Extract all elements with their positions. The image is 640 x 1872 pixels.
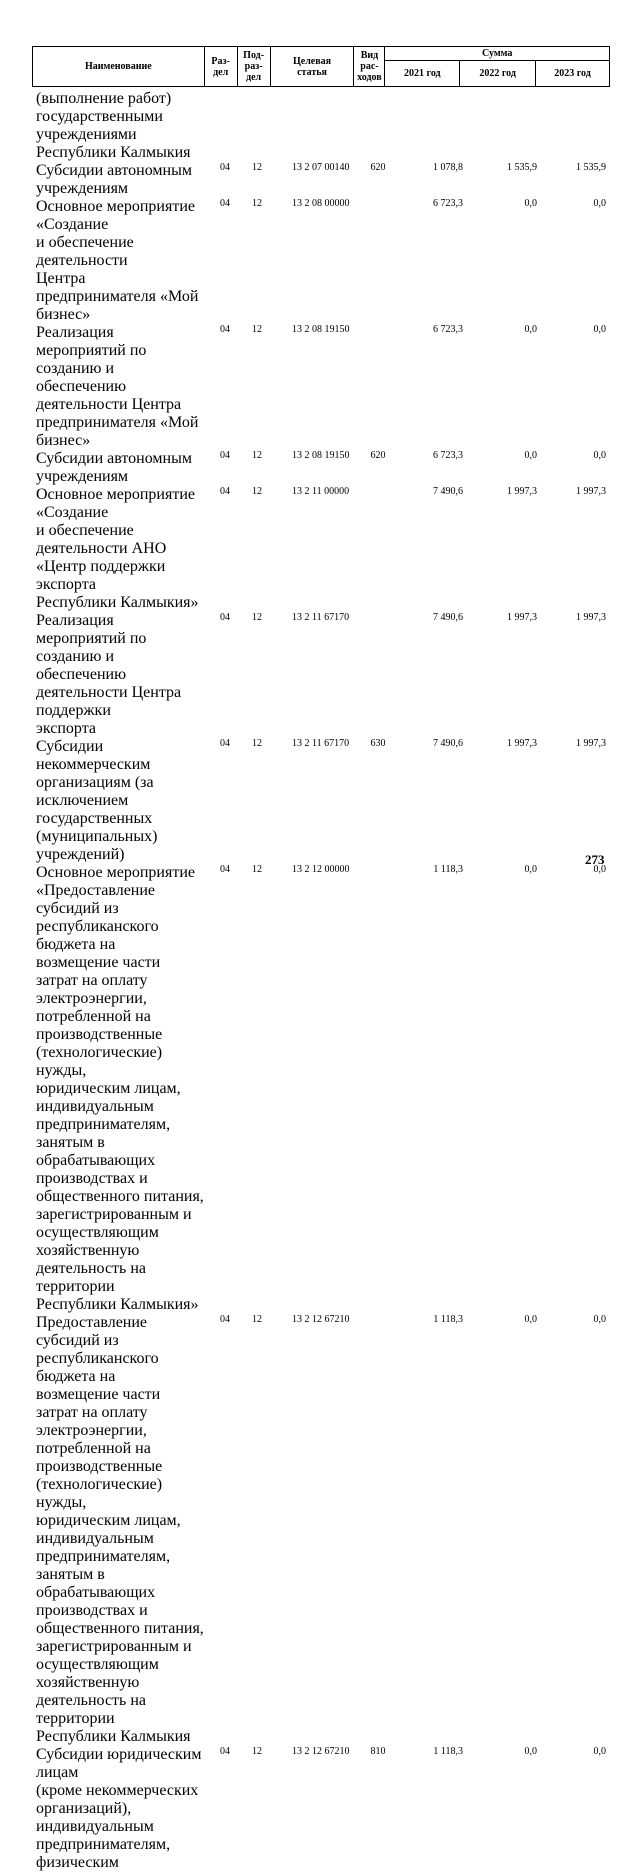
row-name-line: электроэнергии, потребленной на	[36, 1422, 151, 1457]
cell-y2022: 1 997,3	[507, 738, 537, 749]
row-name-line: Реализация мероприятий по	[36, 612, 147, 647]
row-name-line: (технологические) нужды,	[36, 1044, 163, 1079]
row-name-line: «Предоставление субсидий из	[36, 882, 156, 917]
row-name-line: «Центр поддержки экспорта	[36, 558, 166, 593]
cell-y2021: 7 490,6	[433, 612, 463, 623]
row-name-line: зарегистрированным и	[36, 1638, 192, 1655]
row-name-line: Субсидии некоммерческим	[36, 738, 151, 773]
row-name-line: учреждениям	[36, 468, 129, 485]
header-razdel: Раз- дел	[204, 47, 237, 87]
row-name-line: (выполнение работ)	[36, 90, 172, 107]
cell-podrazdel: 12	[252, 738, 262, 749]
row-name-line: республиканского бюджета на	[36, 918, 159, 953]
row-name-line: Республики Калмыкия	[36, 1728, 191, 1745]
cell-razdel: 04	[220, 486, 230, 497]
cell-y2021: 1 118,3	[433, 1314, 463, 1325]
cell-y2021: 1 078,8	[433, 162, 463, 173]
row-name-line: деятельности Центра	[36, 396, 182, 413]
header-year-2021: 2021 год	[385, 61, 460, 87]
row-name-line: учреждениям	[36, 180, 129, 197]
table-row	[32, 162, 610, 198]
cell-podrazdel: 12	[252, 612, 262, 623]
row-name-line: Основное мероприятие	[36, 864, 195, 881]
row-name-line: общественного питания,	[36, 1620, 204, 1637]
header-sum: Сумма	[385, 47, 610, 61]
table-row	[32, 90, 610, 162]
cell-y2021: 6 723,3	[433, 324, 463, 335]
cell-y2022: 1 535,9	[507, 162, 537, 173]
cell-podrazdel: 12	[252, 162, 262, 173]
cell-cs: 13 2 08 19150	[292, 450, 350, 461]
row-name-line: индивидуальным	[36, 1098, 154, 1115]
cell-y2023: 1 997,3	[576, 486, 606, 497]
row-name-line: экспорта	[36, 720, 96, 737]
cell-y2021: 1 118,3	[433, 1746, 463, 1757]
row-name-line: созданию и обеспечению	[36, 360, 127, 395]
cell-podrazdel: 12	[252, 486, 262, 497]
row-name-line: и обеспечение деятельности АНО	[36, 522, 167, 557]
cell-podrazdel: 12	[252, 864, 262, 875]
table-header	[32, 46, 610, 87]
table-row	[32, 450, 610, 486]
cell-cs: 13 2 11 00000	[292, 486, 350, 497]
cell-y2022: 0,0	[524, 1746, 537, 1757]
cell-y2022: 0,0	[524, 864, 537, 875]
row-name-line: юридическим лицам,	[36, 1080, 181, 1097]
cell-y2023: 0,0	[593, 1746, 606, 1757]
cell-y2021: 6 723,3	[433, 450, 463, 461]
row-name-line: деятельности Центра поддержки	[36, 684, 182, 719]
cell-y2023: 0,0	[593, 864, 606, 875]
row-name-line: предпринимателя «Мой бизнес»	[36, 414, 199, 449]
row-name-line: осуществляющим хозяйственную	[36, 1656, 159, 1691]
header-year-2022: 2022 год	[460, 61, 536, 87]
cell-y2021: 1 118,3	[433, 864, 463, 875]
row-name	[36, 90, 204, 162]
table-body	[32, 90, 610, 1872]
table-row	[32, 198, 610, 324]
header-year-2023: 2023 год	[536, 61, 610, 87]
row-name-line: Субсидии автономным	[36, 450, 192, 467]
cell-y2021: 6 723,3	[433, 198, 463, 209]
cell-cs: 13 2 12 00000	[292, 864, 350, 875]
row-name-line: Республики Калмыкия»	[36, 594, 199, 611]
row-name-line: зарегистрированным и	[36, 1206, 192, 1223]
cell-cs: 13 2 08 19150	[292, 324, 350, 335]
table-row	[32, 324, 610, 450]
cell-cs: 13 2 11 67170	[292, 612, 350, 623]
cell-cs: 13 2 08 00000	[292, 198, 350, 209]
table-row	[32, 486, 610, 612]
cell-podrazdel: 12	[252, 324, 262, 335]
cell-razdel: 04	[220, 612, 230, 623]
row-name-line: Центра предпринимателя «Мой	[36, 270, 199, 305]
row-name-line: возмещение части затрат на оплату	[36, 1386, 161, 1421]
row-name-line: организаций), индивидуальным	[36, 1800, 154, 1835]
table-row	[32, 1314, 610, 1746]
table-row	[32, 1746, 610, 1872]
row-name-line: обрабатывающих производствах и	[36, 1584, 156, 1619]
row-name-line: Основное мероприятие «Создание	[36, 198, 195, 233]
row-name	[36, 324, 204, 450]
cell-vid: 620	[370, 450, 386, 461]
row-name	[36, 1746, 204, 1872]
row-name	[36, 738, 204, 864]
row-name	[36, 198, 204, 324]
table-row	[32, 864, 610, 1314]
cell-cs: 13 2 11 67170	[292, 738, 350, 749]
cell-y2022: 0,0	[524, 198, 537, 209]
cell-razdel: 04	[220, 162, 230, 173]
row-name-line: (кроме некоммерческих	[36, 1782, 199, 1799]
cell-y2023: 1 535,9	[576, 162, 606, 173]
row-name-line: предпринимателям, занятым в	[36, 1548, 171, 1583]
row-name-line: деятельность на территории	[36, 1692, 146, 1727]
cell-y2023: 1 997,3	[576, 738, 606, 749]
row-name-line: возмещение части затрат на оплату	[36, 954, 161, 989]
cell-y2022: 0,0	[524, 1314, 537, 1325]
row-name-line: предпринимателям, физическим	[36, 1836, 171, 1871]
cell-y2023: 0,0	[593, 1314, 606, 1325]
row-name-line: Республики Калмыкия	[36, 144, 191, 161]
row-name-line: и обеспечение деятельности	[36, 234, 134, 269]
row-name-line: осуществляющим хозяйственную	[36, 1224, 159, 1259]
cell-cs: 13 2 07 00140	[292, 162, 350, 173]
row-name-line: Реализация мероприятий по	[36, 324, 147, 359]
cell-vid: 810	[370, 1746, 386, 1757]
row-name-line: индивидуальным	[36, 1530, 154, 1547]
header-podrazdel: Под- раз- дел	[237, 47, 270, 87]
row-name-line: созданию и обеспечению	[36, 648, 127, 683]
cell-cs: 13 2 12 67210	[292, 1314, 350, 1325]
row-name-line: общественного питания,	[36, 1188, 204, 1205]
row-name	[36, 162, 204, 198]
cell-y2022: 1 997,3	[507, 612, 537, 623]
cell-y2023: 1 997,3	[576, 612, 606, 623]
page-number: 273	[585, 852, 605, 867]
row-name-line: деятельность на территории	[36, 1260, 146, 1295]
header-name: Наименование	[33, 47, 205, 87]
cell-y2023: 0,0	[593, 324, 606, 335]
cell-podrazdel: 12	[252, 1314, 262, 1325]
cell-razdel: 04	[220, 1314, 230, 1325]
cell-podrazdel: 12	[252, 1746, 262, 1757]
row-name-line: Республики Калмыкия»	[36, 1296, 199, 1313]
row-name-line: производственные	[36, 1026, 163, 1043]
row-name-line: учреждений)	[36, 846, 125, 863]
row-name-line: Субсидии автономным	[36, 162, 192, 179]
cell-razdel: 04	[220, 450, 230, 461]
cell-y2023: 0,0	[593, 198, 606, 209]
row-name	[36, 486, 204, 612]
row-name-line: (технологические) нужды,	[36, 1476, 163, 1511]
cell-podrazdel: 12	[252, 450, 262, 461]
row-name-line: Субсидии юридическим лицам	[36, 1746, 202, 1781]
row-name-line: бизнес»	[36, 306, 91, 323]
row-name-line: республиканского бюджета на	[36, 1350, 159, 1385]
row-name-line: организациям (за исключением	[36, 774, 154, 809]
table-row	[32, 738, 610, 864]
row-name-line: обрабатывающих производствах и	[36, 1152, 156, 1187]
cell-y2023: 0,0	[593, 450, 606, 461]
cell-vid: 630	[370, 738, 386, 749]
row-name	[36, 612, 204, 738]
cell-cs: 13 2 12 67210	[292, 1746, 350, 1757]
cell-podrazdel: 12	[252, 198, 262, 209]
cell-y2021: 7 490,6	[433, 738, 463, 749]
cell-razdel: 04	[220, 738, 230, 749]
cell-razdel: 04	[220, 1746, 230, 1757]
row-name	[36, 450, 204, 486]
row-name-line: производственные	[36, 1458, 163, 1475]
row-name-line: государственных (муниципальных)	[36, 810, 158, 845]
cell-y2022: 1 997,3	[507, 486, 537, 497]
row-name-line: электроэнергии, потребленной на	[36, 990, 151, 1025]
cell-razdel: 04	[220, 198, 230, 209]
row-name-line: государственными учреждениями	[36, 108, 163, 143]
header-expense-type: Вид рас- ходов	[354, 47, 385, 87]
row-name-line: Основное мероприятие «Создание	[36, 486, 195, 521]
table-row	[32, 612, 610, 738]
cell-y2021: 7 490,6	[433, 486, 463, 497]
header-target-article: Целевая статья	[270, 47, 354, 87]
cell-razdel: 04	[220, 864, 230, 875]
row-name	[36, 1314, 204, 1746]
cell-y2022: 0,0	[524, 450, 537, 461]
cell-y2022: 0,0	[524, 324, 537, 335]
row-name-line: предпринимателям, занятым в	[36, 1116, 171, 1151]
row-name	[36, 864, 204, 1314]
row-name-line: юридическим лицам,	[36, 1512, 181, 1529]
cell-vid: 620	[370, 162, 386, 173]
row-name-line: Предоставление субсидий из	[36, 1314, 148, 1349]
cell-razdel: 04	[220, 324, 230, 335]
